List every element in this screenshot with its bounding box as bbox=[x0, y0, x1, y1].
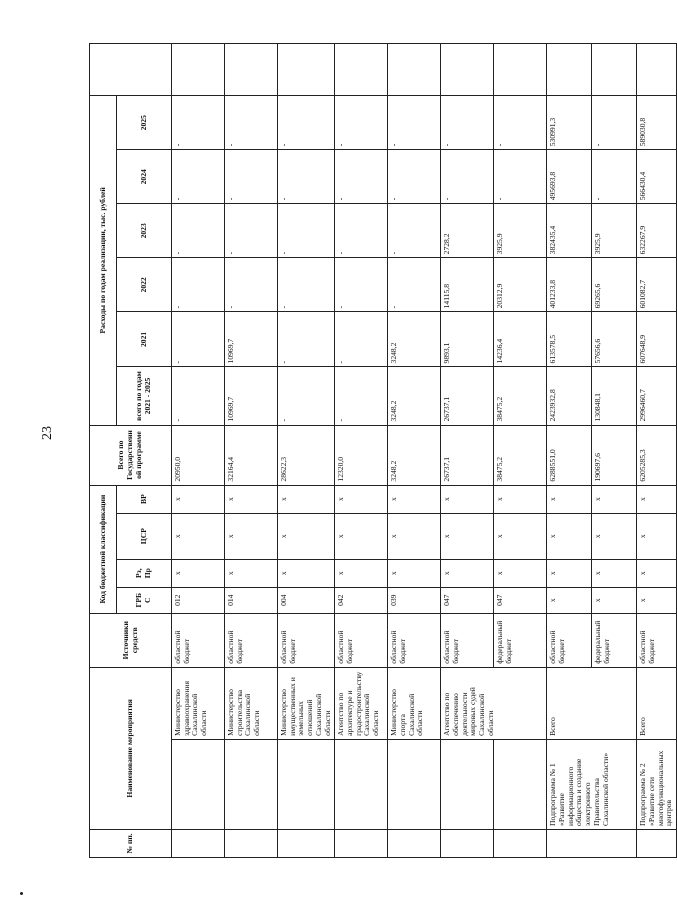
cell-org: Агентство по архитектуре и градостроительству Сахалинской области bbox=[335, 667, 388, 739]
cell-csr: х bbox=[388, 513, 441, 559]
cell-rzpr: х bbox=[172, 559, 225, 587]
cell-csr: х bbox=[225, 513, 278, 559]
cell-2021: 57656,6 bbox=[592, 312, 637, 367]
cell-spacer bbox=[225, 44, 278, 96]
cell-org: Министерство имущественных и земельных отношений Сахалинской области bbox=[278, 667, 335, 739]
cell-vr: х bbox=[172, 485, 225, 513]
cell-2025: 589030,8 bbox=[637, 96, 677, 150]
cell-total-program: 38475,2 bbox=[494, 425, 547, 485]
header-year-2022: 2022 bbox=[117, 258, 172, 312]
cell-2025: - bbox=[388, 96, 441, 150]
cell-2025: - bbox=[278, 96, 335, 150]
cell-spacer bbox=[637, 44, 677, 96]
header-name: Наименование мероприятия bbox=[90, 667, 172, 829]
cell-2023: - bbox=[278, 204, 335, 258]
cell-name bbox=[494, 739, 547, 829]
cell-csr: х bbox=[494, 513, 547, 559]
cell-total-program: 6288551,0 bbox=[547, 425, 592, 485]
cell-2025: - bbox=[592, 96, 637, 150]
table-row-subprogram-2 bbox=[637, 44, 677, 858]
cell-name bbox=[172, 739, 225, 829]
cell-grbs: 014 bbox=[225, 587, 278, 613]
cell-total-years: - bbox=[278, 367, 335, 425]
cell-vr: х bbox=[388, 485, 441, 513]
header-year-2024: 2024 bbox=[117, 150, 172, 204]
table-body bbox=[172, 44, 677, 858]
cell-total-program: 190697,6 bbox=[592, 425, 637, 485]
table-row bbox=[388, 44, 441, 858]
table-row bbox=[225, 44, 278, 858]
cell-vr: х bbox=[441, 485, 494, 513]
cell-2023: 632267,9 bbox=[637, 204, 677, 258]
table-row bbox=[335, 44, 388, 858]
cell-total-years: - bbox=[172, 367, 225, 425]
cell-rzpr: х bbox=[335, 559, 388, 587]
cell-source: областной бюджет bbox=[441, 613, 494, 667]
cell-2024: - bbox=[172, 150, 225, 204]
cell-total-program: 3248,2 bbox=[388, 425, 441, 485]
cell-2021: 14236,4 bbox=[494, 312, 547, 367]
cell-grbs: 004 bbox=[278, 587, 335, 613]
table-row-subprogram-1 bbox=[547, 44, 592, 858]
cell-csr: х bbox=[547, 513, 592, 559]
header-vr: ВР bbox=[117, 485, 172, 513]
cell-num bbox=[335, 829, 388, 857]
cell-org: Министерство строительства Сахалинской области bbox=[225, 667, 278, 739]
cell-vr: х bbox=[547, 485, 592, 513]
cell-num bbox=[494, 829, 547, 857]
cell-grbs: 047 bbox=[441, 587, 494, 613]
cell-2024: 566430,4 bbox=[637, 150, 677, 204]
cell-rzpr: х bbox=[494, 559, 547, 587]
cell-num bbox=[547, 829, 637, 857]
cell-rzpr: х bbox=[441, 559, 494, 587]
cell-2022: 401233,8 bbox=[547, 258, 592, 312]
header-expenses: Расходы по годам реализации, тыс. рублей bbox=[90, 96, 117, 425]
header-num: № пп. bbox=[90, 829, 172, 857]
cell-2021: 613578,5 bbox=[547, 312, 592, 367]
cell-total-years: - bbox=[335, 367, 388, 425]
cell-total-program: 28622,3 bbox=[278, 425, 335, 485]
cell-2025: - bbox=[494, 96, 547, 150]
cell-grbs: х bbox=[547, 587, 592, 613]
cell-source: областной бюджет bbox=[172, 613, 225, 667]
cell-2023: - bbox=[225, 204, 278, 258]
cell-total-years: 2423932,8 bbox=[547, 367, 592, 425]
cell-total-years: 26737,1 bbox=[441, 367, 494, 425]
cell-rzpr: х bbox=[278, 559, 335, 587]
cell-csr: х bbox=[172, 513, 225, 559]
header-year-2023: 2023 bbox=[117, 204, 172, 258]
cell-subprogram-1-org: Всего bbox=[547, 667, 637, 739]
cell-2021: 9893,1 bbox=[441, 312, 494, 367]
cell-2021: 3248,2 bbox=[388, 312, 441, 367]
cell-vr: х bbox=[592, 485, 637, 513]
header-budget-code: Код бюджетной классификации bbox=[90, 485, 117, 613]
cell-num bbox=[388, 829, 441, 857]
cell-2024: 495693,8 bbox=[547, 150, 592, 204]
cell-2023: 3925,9 bbox=[494, 204, 547, 258]
cell-source: областной бюджет bbox=[225, 613, 278, 667]
table-row bbox=[278, 44, 335, 858]
cell-2023: 3925,9 bbox=[592, 204, 637, 258]
cell-name bbox=[225, 739, 278, 829]
cell-2024: - bbox=[494, 150, 547, 204]
cell-2025: - bbox=[225, 96, 278, 150]
cell-2022: 14115,8 bbox=[441, 258, 494, 312]
cell-name bbox=[278, 739, 335, 829]
cell-2023: 2728,2 bbox=[441, 204, 494, 258]
cell-org: Министерство здравоохранения Сахалинской области bbox=[172, 667, 225, 739]
cell-2024: - bbox=[225, 150, 278, 204]
cell-2022: - bbox=[388, 258, 441, 312]
cell-source: федеральный бюджет bbox=[494, 613, 547, 667]
cell-num bbox=[441, 829, 494, 857]
cell-num bbox=[225, 829, 278, 857]
cell-spacer bbox=[592, 44, 637, 96]
cell-vr: х bbox=[278, 485, 335, 513]
rotated-table-container bbox=[89, 43, 674, 858]
cell-grbs: х bbox=[592, 587, 637, 613]
cell-num bbox=[172, 829, 225, 857]
cell-source: областной бюджет bbox=[547, 613, 592, 667]
cell-2021: 607648,9 bbox=[637, 312, 677, 367]
cell-total-program: 32164,4 bbox=[225, 425, 278, 485]
cell-org: Агентство по обеспечению деятельности мировых судей Сахалинской области bbox=[441, 667, 547, 739]
cell-grbs: 012 bbox=[172, 587, 225, 613]
cell-subprogram-2-org: Всего bbox=[637, 667, 677, 739]
cell-2024: - bbox=[278, 150, 335, 204]
cell-2025: 530991,3 bbox=[547, 96, 592, 150]
cell-source: областной бюджет bbox=[335, 613, 388, 667]
cell-2022: 601082,7 bbox=[637, 258, 677, 312]
cell-2021: - bbox=[172, 312, 225, 367]
cell-spacer bbox=[388, 44, 441, 96]
cell-spacer bbox=[547, 44, 592, 96]
cell-2022: 20312,9 bbox=[494, 258, 547, 312]
cell-total-years: 10969,7 bbox=[225, 367, 278, 425]
cell-csr: х bbox=[335, 513, 388, 559]
cell-total-program: 6205285,3 bbox=[637, 425, 677, 485]
cell-2022: 69265,6 bbox=[592, 258, 637, 312]
cell-2024: - bbox=[441, 150, 494, 204]
cell-2025: - bbox=[441, 96, 494, 150]
cell-grbs: 042 bbox=[335, 587, 388, 613]
cell-vr: х bbox=[335, 485, 388, 513]
cell-rzpr: х bbox=[637, 559, 677, 587]
cell-2025: - bbox=[172, 96, 225, 150]
budget-table bbox=[89, 43, 677, 858]
header-rzpr: Рз, Пр bbox=[117, 559, 172, 587]
cell-grbs: 039 bbox=[388, 587, 441, 613]
cell-name bbox=[441, 739, 494, 829]
cell-2021: - bbox=[335, 312, 388, 367]
cell-2022: - bbox=[335, 258, 388, 312]
cell-2025: - bbox=[335, 96, 388, 150]
cell-spacer bbox=[335, 44, 388, 96]
cell-total-program: 26737,1 bbox=[441, 425, 494, 485]
table-row bbox=[441, 44, 494, 858]
cell-total-years: 130848,1 bbox=[592, 367, 637, 425]
cell-num bbox=[278, 829, 335, 857]
cell-spacer bbox=[172, 44, 225, 96]
cell-subprogram-1-name: Подпрограмма № 1 «Развитие информационного общества и создание электронного Правительства Сахалинской области» bbox=[547, 739, 637, 829]
cell-total-years: 2996460,7 bbox=[637, 367, 677, 425]
cell-2024: - bbox=[388, 150, 441, 204]
cell-vr: х bbox=[637, 485, 677, 513]
cell-num bbox=[637, 829, 677, 857]
cell-2021: - bbox=[278, 312, 335, 367]
cell-2024: - bbox=[592, 150, 637, 204]
cell-name bbox=[335, 739, 388, 829]
cell-spacer bbox=[278, 44, 335, 96]
cell-csr: х bbox=[592, 513, 637, 559]
cell-vr: х bbox=[225, 485, 278, 513]
table-row bbox=[172, 44, 225, 858]
header-total-program: Всего по Государственной программе bbox=[90, 425, 172, 485]
cell-source: областной бюджет bbox=[388, 613, 441, 667]
cell-2024: - bbox=[335, 150, 388, 204]
header-total-years: всего по годам 2021 - 2025 bbox=[117, 367, 172, 425]
cell-total-years: 38475,2 bbox=[494, 367, 547, 425]
cell-spacer bbox=[441, 44, 494, 96]
cell-rzpr: х bbox=[547, 559, 592, 587]
cell-total-years: 3248,2 bbox=[388, 367, 441, 425]
cell-grbs: 047 bbox=[494, 587, 547, 613]
page-number: 23 bbox=[40, 426, 55, 440]
header-csr: ЦСР bbox=[117, 513, 172, 559]
header-year-2021: 2021 bbox=[117, 312, 172, 367]
cell-rzpr: х bbox=[225, 559, 278, 587]
cell-2022: - bbox=[225, 258, 278, 312]
cell-spacer bbox=[494, 44, 547, 96]
header-sources: Источники средств bbox=[90, 613, 172, 667]
cell-2023: 382435,4 bbox=[547, 204, 592, 258]
cell-2022: - bbox=[172, 258, 225, 312]
cell-2023: - bbox=[388, 204, 441, 258]
cell-2023: - bbox=[335, 204, 388, 258]
cell-2021: 10969,7 bbox=[225, 312, 278, 367]
cell-csr: х bbox=[278, 513, 335, 559]
cell-2023: - bbox=[172, 204, 225, 258]
cell-csr: х bbox=[441, 513, 494, 559]
cell-subprogram-2-name: Подпрограмма № 2 «Развитие сети многофункциональных центров bbox=[637, 739, 677, 829]
header-grbs: ГРБС bbox=[117, 587, 172, 613]
cell-rzpr: х bbox=[388, 559, 441, 587]
cell-org: Министерство спорта Сахалинской области bbox=[388, 667, 441, 739]
cell-name bbox=[388, 739, 441, 829]
cell-total-program: 20950,0 bbox=[172, 425, 225, 485]
cell-vr: х bbox=[494, 485, 547, 513]
cell-csr: х bbox=[637, 513, 677, 559]
scan-dot bbox=[20, 892, 23, 895]
cell-rzpr: х bbox=[592, 559, 637, 587]
cell-source: областной бюджет bbox=[278, 613, 335, 667]
cell-source: федеральный бюджет bbox=[592, 613, 637, 667]
cell-2022: - bbox=[278, 258, 335, 312]
header-year-2025: 2025 bbox=[117, 96, 172, 150]
cell-grbs: х bbox=[637, 587, 677, 613]
header-spacer bbox=[90, 44, 172, 96]
cell-total-program: 12320,0 bbox=[335, 425, 388, 485]
cell-source: областной бюджет bbox=[637, 613, 677, 667]
